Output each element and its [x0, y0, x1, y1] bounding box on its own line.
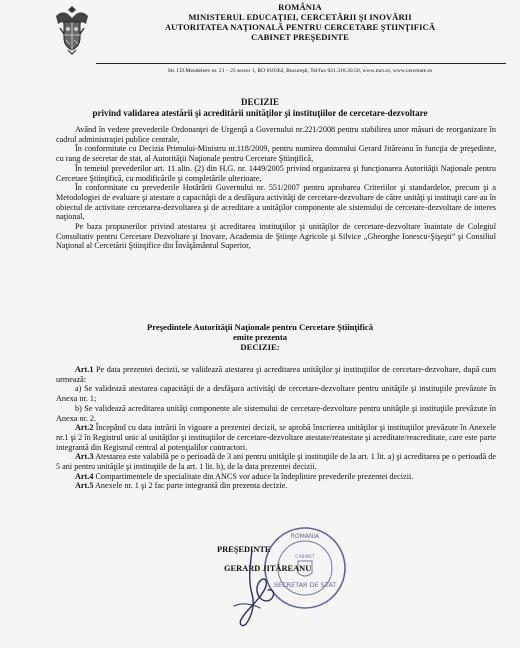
address-line: Str. I.D.Mendeleev nr. 21 – 25 sector 1, RO 010362, Bucureşti, Tel/fax 021.318.30.50, www.mct.ro, www.cercetare.ro [167, 68, 433, 74]
issuer-decision: DECIZIE: [240, 342, 280, 352]
preamble-paragraph: În temeiul prevederilor art. 11 alin. (2) din H.G. nr. 1449/2005 privind organizarea şi funcţionarea Autorităţii Naţionale pentru Cercetare Ştiinţifică, cu modificările şi completările ulterioare, [56, 163, 496, 183]
preamble-paragraph: Pe baza propunerilor privind atestarea şi acreditarea instituţiilor şi unităţilor de cercetare-dezvoltare înaintate de Colegiul Consultativ pentru Cercetare Dezvoltare şi Inovare, Academia de Ştiinţe Agricole şi Silvice „Gheorghe Ionescu-Şişeşti” şi Consiliul Naţional al Cercetării Ştiinţifice din Învăţământul Superior, [56, 222, 496, 251]
article-label: Art.4 [75, 471, 94, 481]
stamp-middle-text: SECRETAR DE STAT [273, 581, 337, 589]
article-text: Anexele nr. 1 şi 2 fac parte integrantă din prezenta decizie. [93, 481, 288, 491]
preamble-paragraph: Având în vedere prevederile Ordonanţei de Urgenţă a Guvernului nr.221/2008 pentru stabilirea unor măsuri de reorganizare în cadrul administraţiei publice centrale, [56, 125, 496, 144]
coat-of-arms-icon [52, 4, 92, 56]
article-text: Compartimentele de specialitate din ANCS vor aduce la îndeplinire prevederile prezentei decizii. [93, 471, 414, 481]
article-text: Atestarea este valabilă pe o perioadă de 3 ani pentru unităţile şi instituţiile de la art. 1 lit. a) şi acreditarea pe o perioadă de 5 ani pentru unităţile şi instituţiile de la art. 1 lit. b), de la data prezentei decizii. [56, 452, 496, 472]
issuer-line: Preşedintele Autorităţii Naţionale pentru Cercetare Ştiinţifică [146, 322, 374, 332]
signatory-name: GERARD JITĂREANU [224, 564, 312, 573]
articles [56, 365, 496, 491]
article-1-a: a) Se validează atestarea capacităţii de a desfăşura activităţi de cercetare-dezvoltare pentru unităţile şi instituţiile prevăzute în Anexa nr. 1; [56, 384, 496, 404]
article-label: Art.1 [75, 365, 94, 374]
country-heading: ROMÂNIA [278, 2, 322, 12]
article-3 [56, 452, 496, 471]
ministry-heading: MINISTERUL EDUCAŢIEI, CERCETĂRII ŞI INOVĂRII [188, 12, 412, 22]
article-1-b: b) Se validează acreditarea unităţi componente ale sistemului de cercetare-dezvoltare pentru unităţile şi instituţiile prevăzute în Anexa nr. 2. [56, 403, 496, 423]
signatory-role: PREŞEDINTE [217, 545, 271, 554]
authority-heading: AUTORITATEA NAŢIONALĂ PENTRU CERCETARE ŞTIINŢIFICĂ [164, 22, 436, 32]
article-5 [56, 481, 496, 491]
handwritten-signature [222, 546, 288, 630]
cabinet-heading: CABINET PREŞEDINTE [251, 32, 349, 42]
article-text: Pe data prezentei decizii, se validează atestarea şi acreditarea unităţilor şi instituţiilor de cercetare-dezvoltare, după cum urmează: [56, 365, 496, 384]
document-title: DECIZIE [240, 97, 279, 107]
preamble [56, 125, 496, 251]
article-label: Art.5 [75, 481, 94, 491]
preamble-paragraph: În conformitate cu prevederile Hotărârii Guvernului nr. 551/2007 pentru aprobarea Criteriilor şi standardelor, precum şi a Metodologiei de evaluare şi atestare a capacităţii de a desfăşura activităţi de cercetare-dezvoltare de către unităţi şi instituţii care au în obiectul de activitate cercetarea-dezvoltarea şi de acreditare a unităţilor componente ale sistemului de cercetare-dezvoltare de interes naţional, [56, 183, 496, 222]
article-1 [56, 365, 496, 384]
article-label: Art.2 [75, 423, 94, 433]
article-2 [56, 423, 496, 452]
header-divider [96, 63, 506, 64]
article-text: Începând cu data intrării în vigoare a prezentei decizii, se aprobă înscrierea unităţilor şi instituţiilor prevăzute în Anexele nr.1 şi 2 în Registrul unic al unităţilor şi instituţiilor de cercetare-dezvoltare atestate/reatestate şi acreditate/reacreditate, care este parte integrantă din Registrul central al potenţialilor contractori. [56, 423, 496, 452]
preamble-paragraph: În conformitate cu Decizia Primului-Ministru nr.118/2009, pentru numirea domnului Gerard Jităreanu în funcţia de preşedinte, cu rang de secretar de stat, al Autorităţii Naţionale pentru Cercetare Ştiinţifică, [56, 144, 496, 164]
article-4 [56, 472, 496, 482]
issuer-emits: emite prezenta [232, 332, 287, 342]
article-label: Art.3 [75, 452, 94, 462]
document-subject: privind validarea atestării şi acreditării unităţilor şi instituţiilor de cercetare-dezvoltare [92, 108, 428, 118]
stamp-top-text: ROMÂNIA [290, 533, 320, 540]
stamp-inner-text: CABINET [295, 555, 315, 560]
